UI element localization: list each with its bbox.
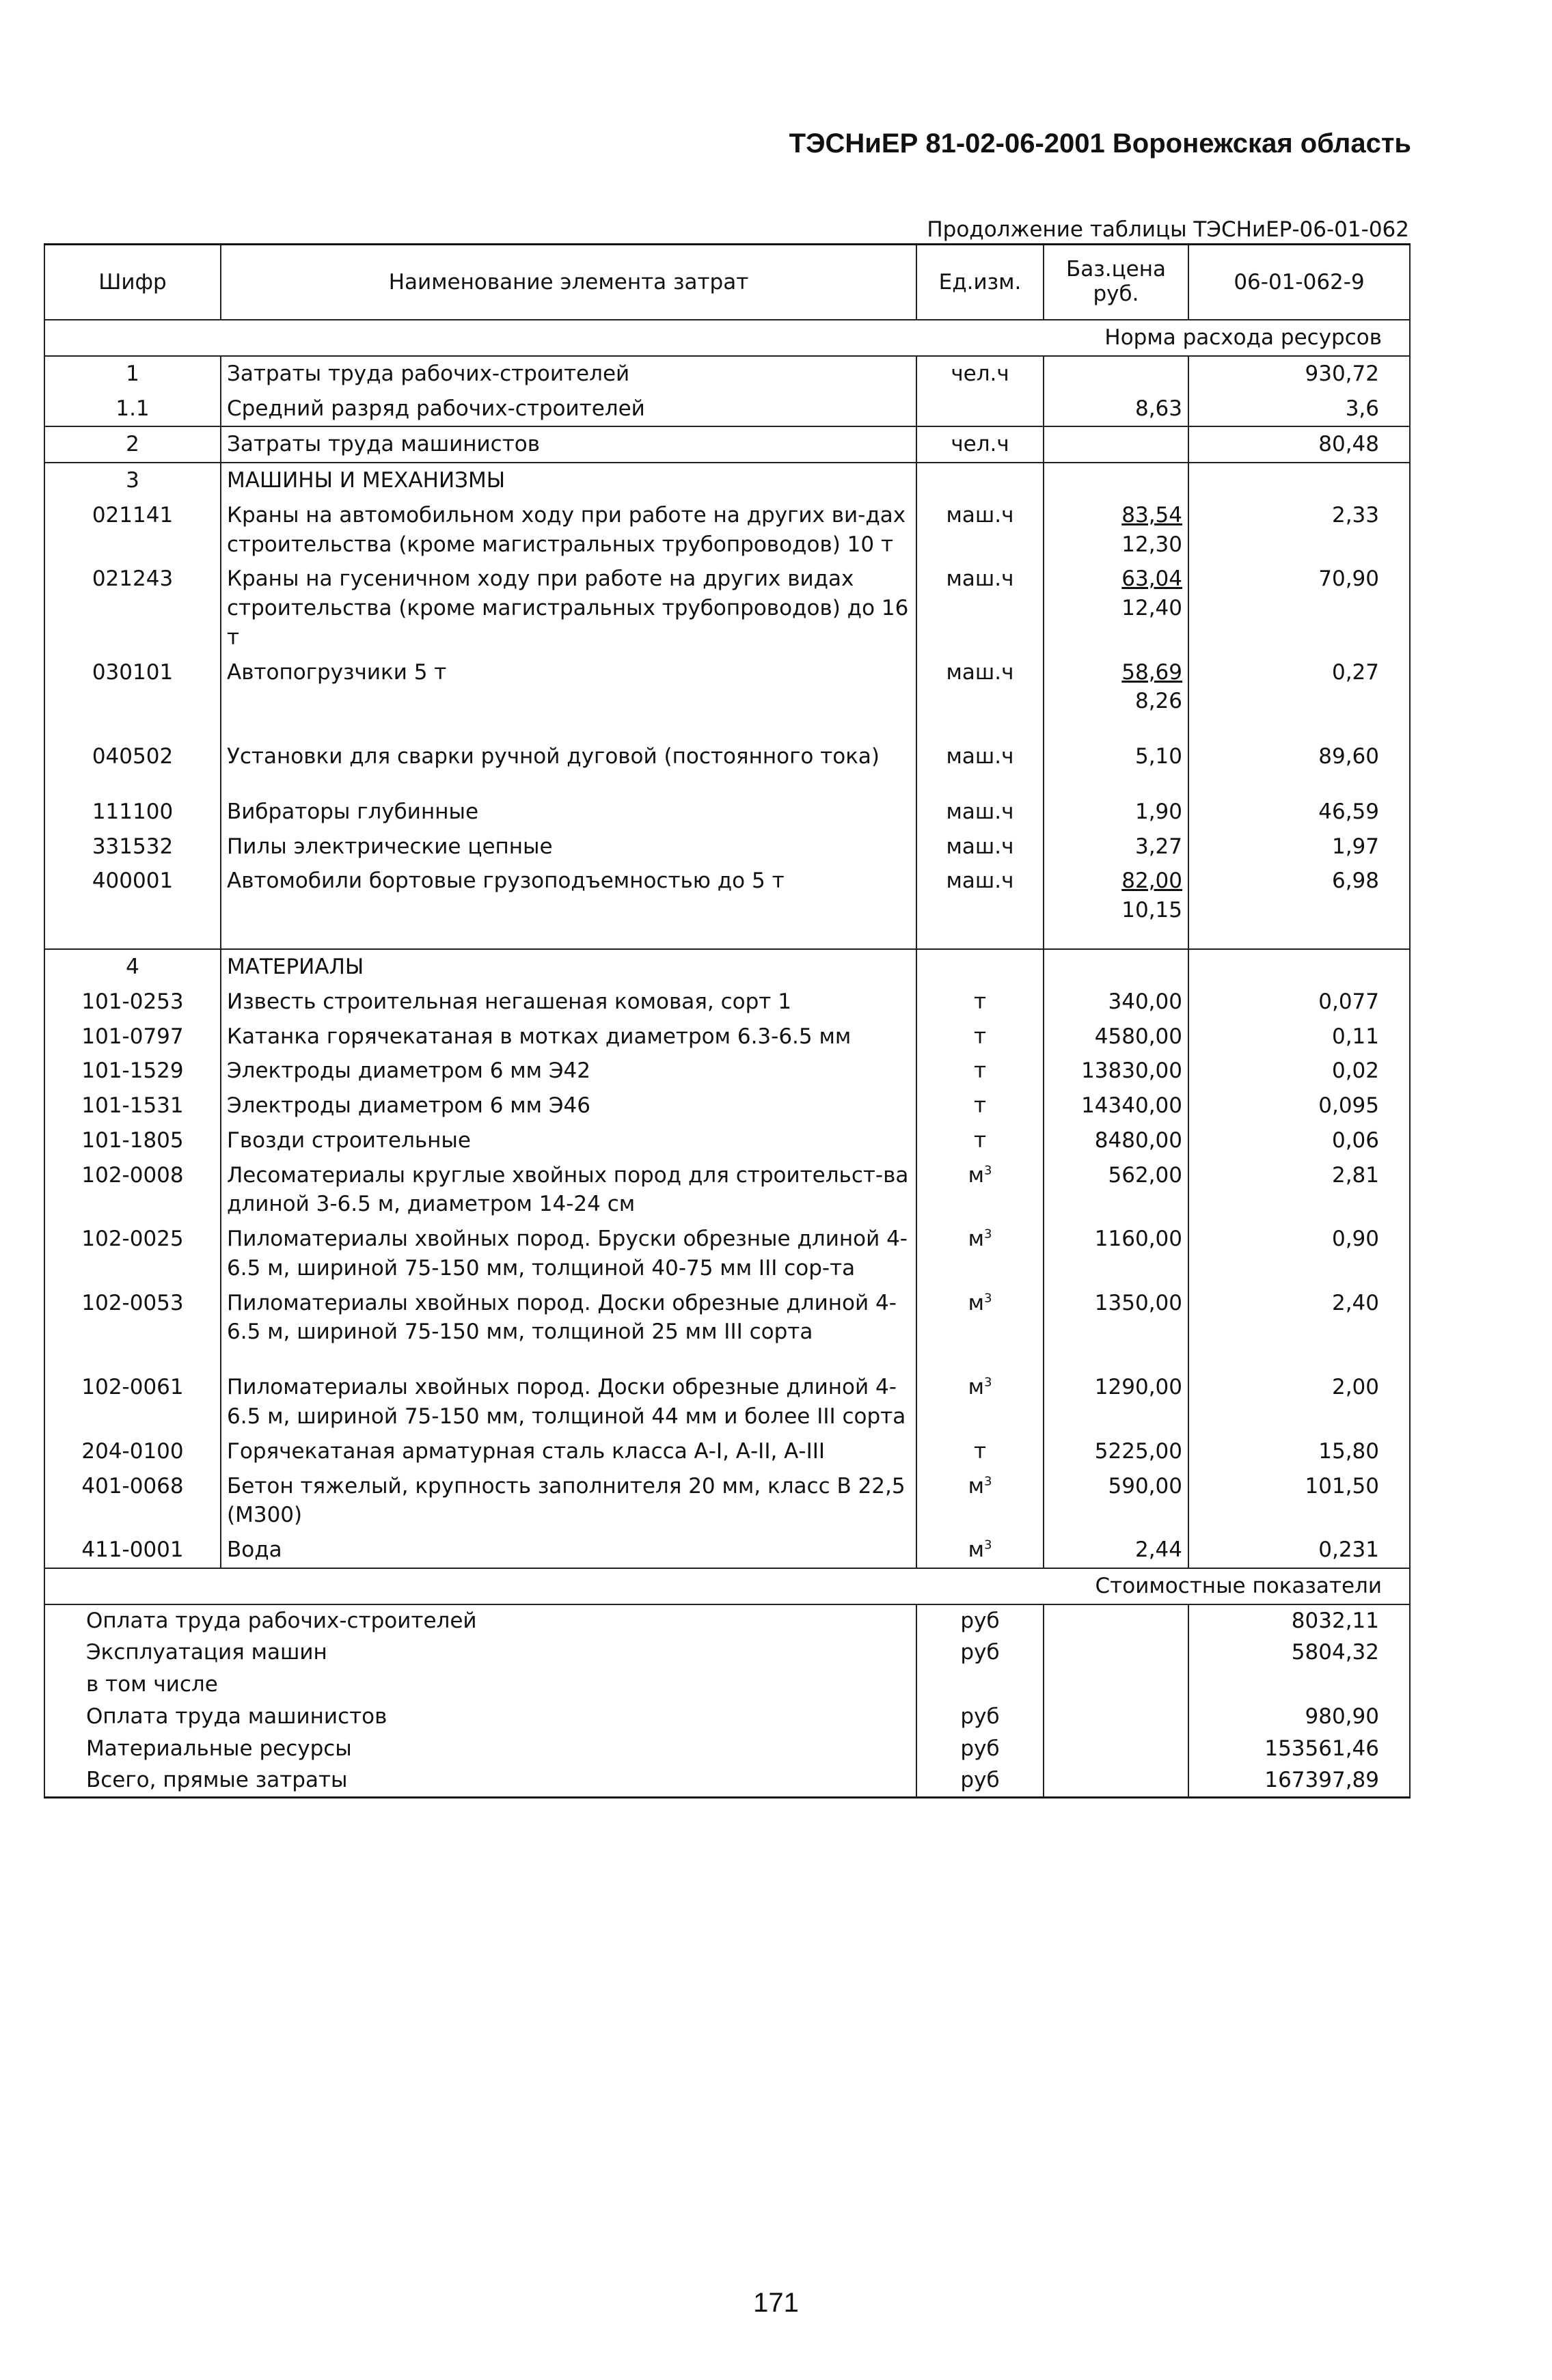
row-price: [1044, 739, 1188, 795]
unit-label: т: [973, 1093, 987, 1119]
row-unit: маш.ч: [916, 655, 1044, 740]
row-code: 204-0100: [44, 1434, 221, 1469]
material-row: [44, 1222, 1410, 1286]
machine-row: [44, 864, 1410, 949]
section-code: 4: [44, 949, 221, 985]
row-norm: 0,27: [1188, 655, 1410, 740]
summary-value: 167397,89: [1188, 1764, 1410, 1797]
row-name: Известь строительная негашеная комовая, сорт 1: [221, 985, 916, 1020]
row-unit: маш.ч: [916, 498, 1044, 562]
column-header-name: Наименование элемента затрат: [221, 245, 916, 320]
row-unit: маш.ч: [916, 795, 1044, 830]
summary-row: [44, 1604, 1410, 1637]
empty-cell: [1044, 1701, 1188, 1733]
row-norm: 15,80: [1188, 1434, 1410, 1469]
row-price: [1044, 830, 1188, 864]
unit-exponent: 3: [983, 1291, 992, 1306]
row-norm: 101,50: [1188, 1469, 1410, 1533]
material-row: [44, 1123, 1410, 1158]
unit-exponent: 3: [983, 1537, 992, 1553]
unit-label: м: [968, 1473, 984, 1499]
row-name: Затраты труда рабочих-строителей: [221, 356, 916, 392]
summary-label: Эксплуатация машин: [44, 1637, 916, 1669]
summary-unit: руб: [916, 1637, 1044, 1669]
unit-exponent: 3: [983, 1163, 992, 1178]
section-row-materials: [44, 949, 1410, 985]
empty-cell: [1044, 1604, 1188, 1637]
row-norm: 2,81: [1188, 1158, 1410, 1222]
row-price: 14340,00: [1044, 1089, 1188, 1123]
summary-unit: руб: [916, 1764, 1044, 1797]
empty-cell: [1044, 1733, 1188, 1765]
row-price: [1044, 795, 1188, 830]
material-row: [44, 1158, 1410, 1222]
summary-row: [44, 1764, 1410, 1797]
row-price: [1044, 655, 1188, 740]
unit-exponent: 3: [983, 1227, 992, 1242]
summary-unit: руб: [916, 1701, 1044, 1733]
row-price: 5225,00: [1044, 1434, 1188, 1469]
material-row: [44, 1434, 1410, 1469]
page-number: 171: [753, 2288, 799, 2318]
row-price: 590,00: [1044, 1469, 1188, 1533]
row-unit: чел.ч: [916, 426, 1044, 463]
row-unit: [916, 1370, 1044, 1434]
material-row: [44, 1370, 1410, 1434]
row-code: 040502: [44, 739, 221, 795]
summary-value: [1188, 1669, 1410, 1701]
summary-label: Всего, прямые затраты: [44, 1764, 916, 1797]
row-name: Пилы электрические цепные: [221, 830, 916, 864]
row-code: 101-0253: [44, 985, 221, 1020]
row-norm: 1,97: [1188, 830, 1410, 864]
row-name: Электроды диаметром 6 мм Э46: [221, 1089, 916, 1123]
base-price: 58,69: [1121, 659, 1182, 685]
row-norm: 0,06: [1188, 1123, 1410, 1158]
row-name: Пиломатериалы хвойных пород. Доски обрезные длиной 4-6.5 м, шириной 75-150 мм, толщиной 25 мм III сорта: [221, 1286, 916, 1371]
row-code: 101-1531: [44, 1089, 221, 1123]
base-price: 63,04: [1121, 566, 1182, 592]
summary-row: [44, 1733, 1410, 1765]
row-name: Лесоматериалы круглые хвойных пород для строительст-ва длиной 3-6.5 м, диаметром 14-24 см: [221, 1158, 916, 1222]
row-code: 401-0068: [44, 1469, 221, 1533]
row-unit: маш.ч: [916, 864, 1044, 949]
summary-value: 153561,46: [1188, 1733, 1410, 1765]
row-unit: [916, 392, 1044, 427]
row-norm: 3,6: [1188, 392, 1410, 427]
table-header-row: [44, 245, 1410, 320]
summary-row: [44, 1669, 1410, 1701]
row-norm: 2,40: [1188, 1286, 1410, 1371]
row-code: 030101: [44, 655, 221, 740]
machine-row: [44, 498, 1410, 562]
row-name: Затраты труда машинистов: [221, 426, 916, 463]
row-price: [1044, 562, 1188, 655]
row-code: 102-0053: [44, 1286, 221, 1371]
row-price: 562,00: [1044, 1158, 1188, 1222]
row-unit: [916, 1286, 1044, 1371]
row-norm: 6,98: [1188, 864, 1410, 949]
empty-cell: [1044, 1669, 1188, 1701]
unit-label: т: [973, 989, 987, 1014]
row-code: 2: [44, 426, 221, 463]
row-price: 13830,00: [1044, 1054, 1188, 1089]
row-unit: маш.ч: [916, 739, 1044, 795]
base-price: 3,27: [1134, 834, 1182, 859]
operator-wage-price: 12,30: [1121, 532, 1182, 557]
row-unit: [916, 1054, 1044, 1089]
empty-cell: [44, 1568, 1044, 1604]
machine-row: [44, 562, 1410, 655]
row-price: 8,63: [1044, 392, 1188, 427]
row-code: 101-1529: [44, 1054, 221, 1089]
unit-label: м: [968, 1162, 984, 1188]
row-unit: маш.ч: [916, 830, 1044, 864]
summary-unit: [916, 1669, 1044, 1701]
cost-caption-row: [44, 1568, 1410, 1604]
row-norm: 930,72: [1188, 356, 1410, 392]
row-unit: [916, 1020, 1044, 1054]
empty-cell: [1044, 949, 1188, 985]
section-row-machines: [44, 463, 1410, 498]
row-name: Автомобили бортовые грузоподъемностью до 5 т: [221, 864, 916, 949]
row-name: Горячекатаная арматурная сталь класса А-I, А-II, А-III: [221, 1434, 916, 1469]
row-name: Пиломатериалы хвойных пород. Доски обрезные длиной 4-6.5 м, шириной 75-150 мм, толщиной 44 мм и более III сорта: [221, 1370, 916, 1434]
unit-label: т: [973, 1127, 987, 1153]
row-name: Средний разряд рабочих-строителей: [221, 392, 916, 427]
row-price: 1160,00: [1044, 1222, 1188, 1286]
material-row: [44, 1286, 1410, 1371]
table-continuation-caption: Продолжение таблицы ТЭСНиЕР-06-01-062: [927, 217, 1409, 242]
norm-caption: Норма расхода ресурсов: [1044, 320, 1410, 356]
row-norm: 2,00: [1188, 1370, 1410, 1434]
material-row: [44, 1469, 1410, 1533]
summary-unit: руб: [916, 1733, 1044, 1765]
material-row: [44, 1089, 1410, 1123]
row-code: 021243: [44, 562, 221, 655]
row-unit: [916, 1089, 1044, 1123]
machine-row: [44, 795, 1410, 830]
row-price: [1044, 498, 1188, 562]
base-price: 1,90: [1134, 799, 1182, 824]
summary-label: Оплата труда рабочих-строителей: [44, 1604, 916, 1637]
row-price: 8480,00: [1044, 1123, 1188, 1158]
document-title: ТЭСНиЕР 81-02-06-2001 Воронежская область: [789, 128, 1411, 159]
row-name: Бетон тяжелый, крупность заполнителя 20 мм, класс В 22,5 (М300): [221, 1469, 916, 1533]
material-row: [44, 985, 1410, 1020]
norm-caption-row: [44, 320, 1410, 356]
empty-cell: [1044, 1764, 1188, 1797]
row-price: 1350,00: [1044, 1286, 1188, 1371]
base-price: 5,10: [1134, 744, 1182, 769]
column-header-unit: Ед.изм.: [916, 245, 1044, 320]
row-price: 1290,00: [1044, 1370, 1188, 1434]
summary-value: 8032,11: [1188, 1604, 1410, 1637]
row-name: Установки для сварки ручной дуговой (постоянного тока): [221, 739, 916, 795]
row-name: Гвозди строительные: [221, 1123, 916, 1158]
row-price: [1044, 426, 1188, 463]
empty-cell: [1188, 463, 1410, 498]
row-norm: 0,11: [1188, 1020, 1410, 1054]
resource-norm-table: [44, 243, 1411, 1798]
operator-wage-price: 10,15: [1121, 898, 1182, 923]
row-name: Краны на гусеничном ходу при работе на других видах строительства (кроме магистральных трубопроводов) до 16 т: [221, 562, 916, 655]
row-price: [1044, 356, 1188, 392]
row-name: Электроды диаметром 6 мм Э42: [221, 1054, 916, 1089]
empty-cell: [1044, 1637, 1188, 1669]
row-code: 021141: [44, 498, 221, 562]
empty-cell: [916, 949, 1044, 985]
summary-label: Оплата труда машинистов: [44, 1701, 916, 1733]
summary-value: 980,90: [1188, 1701, 1410, 1733]
summary-row: [44, 1701, 1410, 1733]
machine-row: [44, 739, 1410, 795]
unit-label: т: [973, 1438, 987, 1464]
labor-row: [44, 426, 1410, 463]
base-price: 82,00: [1121, 868, 1182, 894]
column-header-code: Шифр: [44, 245, 221, 320]
row-name: Катанка горячекатаная в мотках диаметром 6.3-6.5 мм: [221, 1020, 916, 1054]
row-norm: 70,90: [1188, 562, 1410, 655]
row-code: 411-0001: [44, 1533, 221, 1568]
machine-row: [44, 830, 1410, 864]
row-code: 102-0061: [44, 1370, 221, 1434]
operator-wage-price: 12,40: [1121, 596, 1182, 621]
machine-row: [44, 655, 1410, 740]
row-code: 102-0025: [44, 1222, 221, 1286]
row-norm: 0,077: [1188, 985, 1410, 1020]
row-name: Пиломатериалы хвойных пород. Бруски обрезные длиной 4-6.5 м, шириной 75-150 мм, толщиной 40-75 мм III сор-та: [221, 1222, 916, 1286]
row-code: 111100: [44, 795, 221, 830]
unit-label: м: [968, 1375, 984, 1400]
base-price: 83,54: [1121, 502, 1182, 528]
unit-exponent: 3: [983, 1474, 992, 1489]
row-code: 101-0797: [44, 1020, 221, 1054]
section-title: МАТЕРИАЛЫ: [221, 949, 916, 985]
row-norm: 0,095: [1188, 1089, 1410, 1123]
row-code: 331532: [44, 830, 221, 864]
section-code: 3: [44, 463, 221, 498]
summary-unit: руб: [916, 1604, 1044, 1637]
row-code: 400001: [44, 864, 221, 949]
row-unit: [916, 1222, 1044, 1286]
summary-label: Материальные ресурсы: [44, 1733, 916, 1765]
material-row: [44, 1020, 1410, 1054]
row-price: 4580,00: [1044, 1020, 1188, 1054]
unit-label: м: [968, 1290, 984, 1315]
row-code: 102-0008: [44, 1158, 221, 1222]
unit-label: т: [973, 1024, 987, 1049]
row-code: 1: [44, 356, 221, 392]
row-name: Вода: [221, 1533, 916, 1568]
row-unit: [916, 1434, 1044, 1469]
row-unit: [916, 1533, 1044, 1568]
empty-cell: [1044, 463, 1188, 498]
operator-wage-price: 8,26: [1134, 689, 1182, 714]
row-norm: 46,59: [1188, 795, 1410, 830]
row-norm: 0,90: [1188, 1222, 1410, 1286]
material-row: [44, 1054, 1410, 1089]
unit-exponent: 3: [983, 1375, 992, 1390]
cost-caption: Стоимостные показатели: [1044, 1568, 1410, 1604]
row-name: Краны на автомобильном ходу при работе на других ви-дах строительства (кроме магистральных трубопроводов) 10 т: [221, 498, 916, 562]
row-norm: 2,33: [1188, 498, 1410, 562]
row-name: Автопогрузчики 5 т: [221, 655, 916, 740]
row-unit: [916, 1123, 1044, 1158]
row-unit: [916, 985, 1044, 1020]
summary-value: 5804,32: [1188, 1637, 1410, 1669]
section-title: МАШИНЫ И МЕХАНИЗМЫ: [221, 463, 916, 498]
material-row: [44, 1533, 1410, 1568]
row-code: 101-1805: [44, 1123, 221, 1158]
labor-row: [44, 356, 1410, 392]
row-price: 340,00: [1044, 985, 1188, 1020]
row-unit: чел.ч: [916, 356, 1044, 392]
row-price: 2,44: [1044, 1533, 1188, 1568]
row-norm: 0,02: [1188, 1054, 1410, 1089]
labor-row: [44, 392, 1410, 427]
row-norm: 0,231: [1188, 1533, 1410, 1568]
empty-cell: [916, 463, 1044, 498]
summary-label: в том числе: [44, 1669, 916, 1701]
row-unit: [916, 1469, 1044, 1533]
row-price: [1044, 864, 1188, 949]
column-header-norm: 06-01-062-9: [1188, 245, 1410, 320]
row-code: 1.1: [44, 392, 221, 427]
row-unit: маш.ч: [916, 562, 1044, 655]
row-norm: 80,48: [1188, 426, 1410, 463]
column-header-price: Баз.цена руб.: [1044, 245, 1188, 320]
summary-row: [44, 1637, 1410, 1669]
empty-cell: [1188, 949, 1410, 985]
row-name: Вибраторы глубинные: [221, 795, 916, 830]
unit-label: т: [973, 1058, 987, 1084]
unit-label: м: [968, 1227, 984, 1252]
row-norm: 89,60: [1188, 739, 1410, 795]
unit-label: м: [968, 1537, 984, 1563]
row-unit: [916, 1158, 1044, 1222]
